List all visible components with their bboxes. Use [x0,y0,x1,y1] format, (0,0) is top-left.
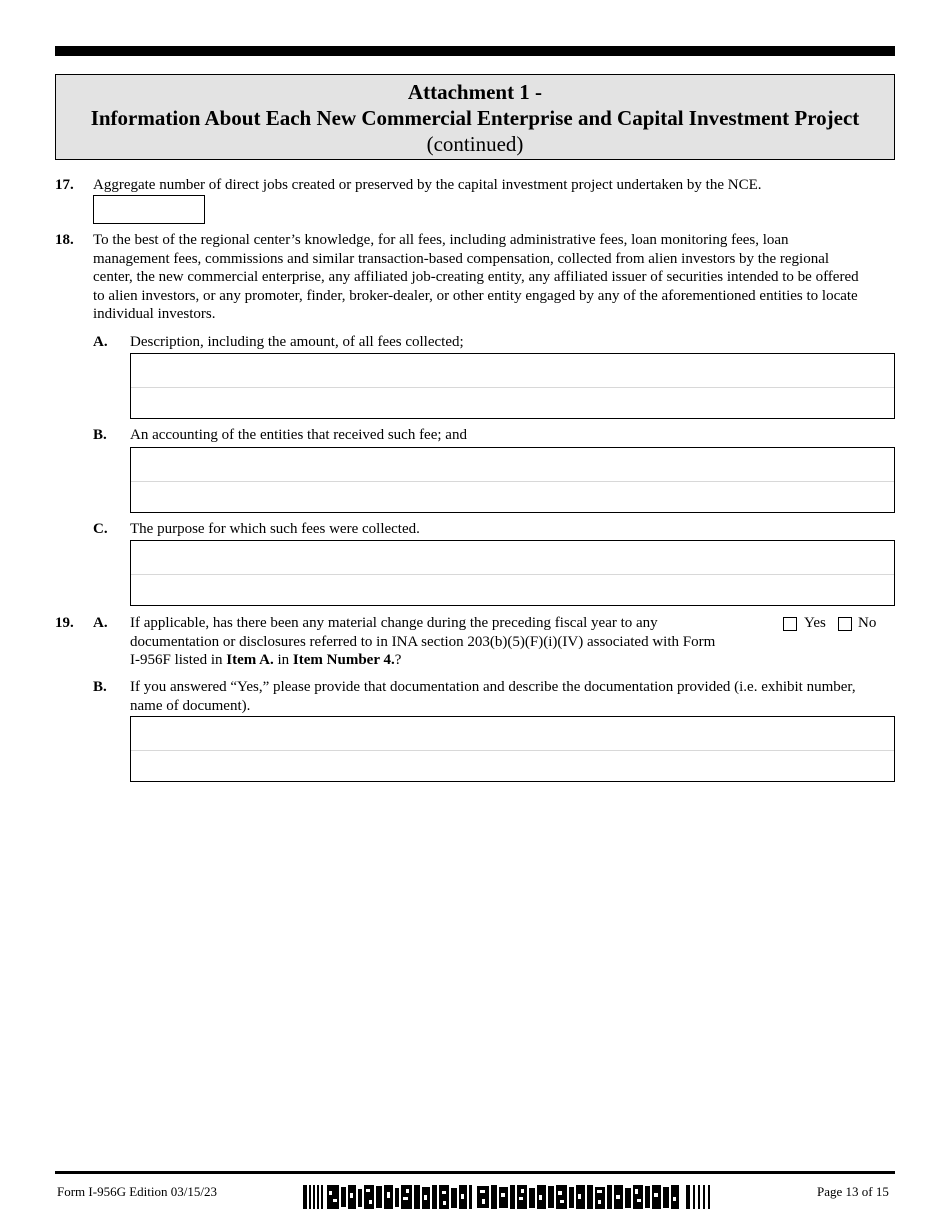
item-19b-letter: B. [93,679,107,695]
item-18-text [93,231,859,324]
item-17-number: 17. [55,177,74,193]
item-19a-text-part: ? [394,652,402,668]
no-checkbox[interactable] [838,617,852,631]
item-19a-text [130,614,715,670]
item-19b-line: If you answered “Yes,” please provide that documentation and describe the documentation provided (i.e. exhibit number, [130,679,856,695]
item-17-text: Aggregate number of direct jobs created or preserved by the capital investment project undertaken by the NCE. [93,177,762,193]
no-label: No [858,615,877,631]
item-19a-text-part: in [273,652,293,668]
field-ruling [131,574,894,575]
item-18c-text: The purpose for which such fees were collected. [130,521,420,537]
item-18-text-line: to alien investors, or any promoter, finder, broker-dealer, or other entity engaged by any of the aforementioned entities to locate [93,287,858,304]
item-18b-letter: B. [93,427,107,443]
item-number-ref: Item Number 4. [292,652,395,668]
item-18-text-line: individual investors. [93,306,216,322]
barcode-icon [303,1185,713,1209]
top-rule [55,46,895,56]
item-19b-line: name of document). [130,697,251,714]
item-18a-letter: A. [93,334,108,350]
yes-label: Yes [804,615,826,631]
footer-rule [55,1171,895,1174]
header-title-line2: Information About Each New Commercial Enterprise and Capital Investment Project [90,106,860,130]
item-18a-textarea[interactable] [130,353,895,419]
item-18c-textarea[interactable] [130,540,895,606]
item-19a-line: If applicable, has there been any material change during the preceding fiscal year to any [130,615,658,631]
item-19-number: 19. [55,615,74,631]
item-18-number: 18. [55,232,74,248]
item-19b-text [130,678,856,715]
header-title-line3: (continued) [426,132,524,156]
form-edition: Form I-956G Edition 03/15/23 [57,1184,217,1199]
item-a-ref: Item A. [226,652,274,668]
item-18b-textarea[interactable] [130,447,895,513]
item-19a-text-part: I-956F listed in [130,652,227,668]
item-19a-line: documentation or disclosures referred to in INA section 203(b)(5)(F)(i)(IV) associated with Form [130,633,716,650]
field-ruling [131,387,894,388]
item-19a-line [130,651,715,670]
header-title-line1: Attachment 1 - [407,80,543,104]
item-19a-letter: A. [93,615,108,631]
field-ruling [131,750,894,751]
item-18-text-line: center, the new commercial enterprise, any affiliated job-creating entity, any affiliated issuer of securities intended to be offered [93,269,859,285]
section-header [55,74,895,160]
item-18a-text: Description, including the amount, of all fees collected; [130,334,464,350]
field-ruling [131,481,894,482]
page-number: Page 13 of 15 [817,1184,889,1199]
item-18c-letter: C. [93,521,108,537]
item-18-text-line: management fees, commissions and similar transaction-based compensation, collected from alien investors by the regional [93,250,830,267]
item-19b-textarea[interactable] [130,716,895,782]
item-18-text-line: To the best of the regional center’s knowledge, for all fees, including administrative fees, loan monitoring fees, loan [93,232,789,248]
yes-checkbox[interactable] [783,617,797,631]
item-17-jobs-input[interactable] [93,195,205,224]
item-18b-text: An accounting of the entities that received such fee; and [130,427,467,443]
